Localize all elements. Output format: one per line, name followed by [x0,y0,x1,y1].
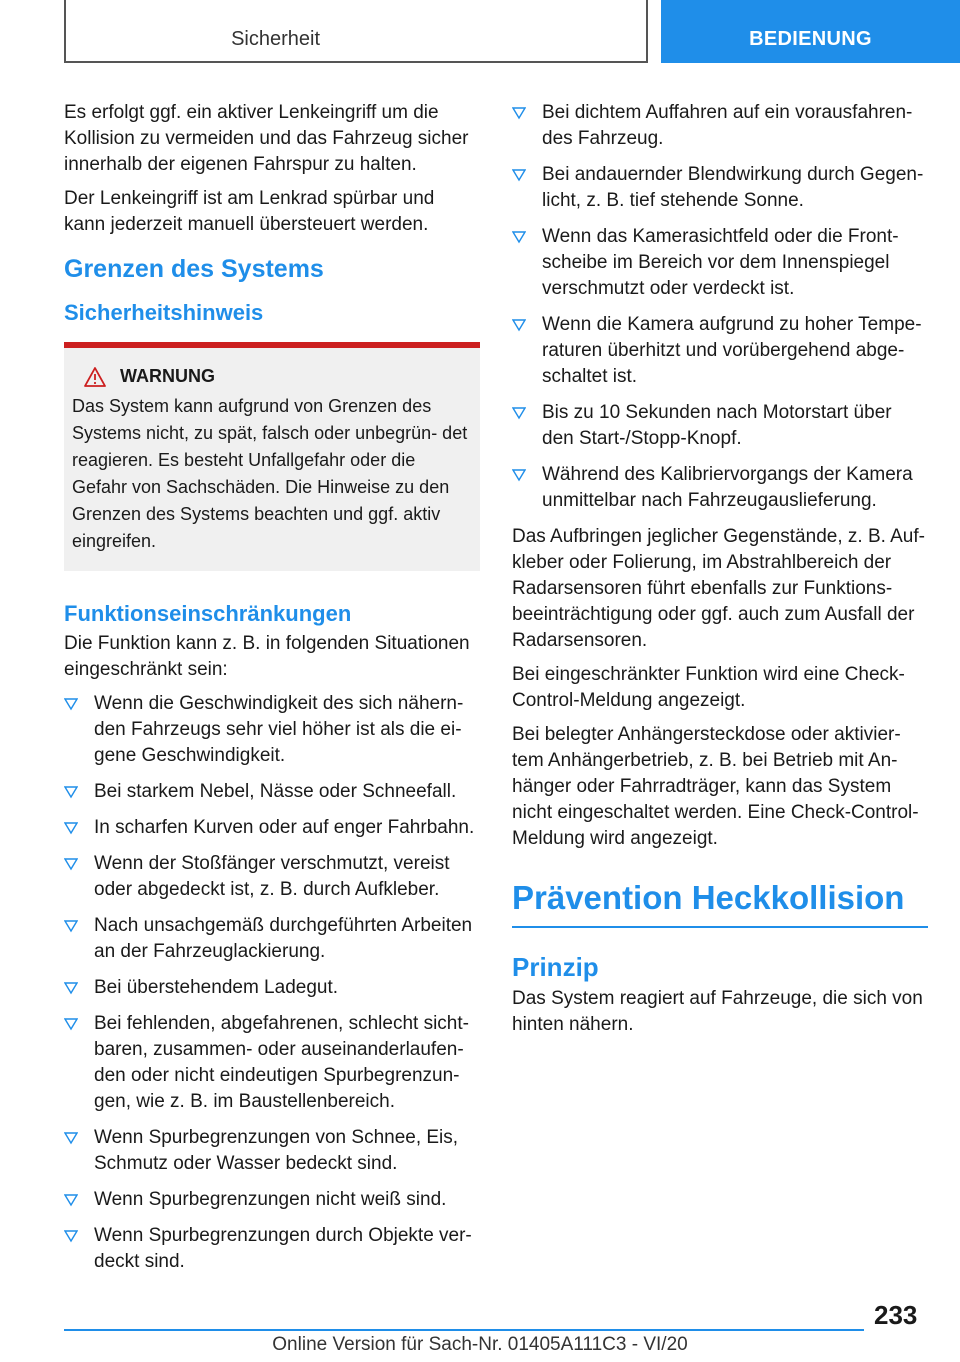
list-item: Wenn Spurbegrenzungen von Schnee, Eis, Schmutz oder Wasser bedeckt sind. [64,1125,480,1177]
list-item: Nach unsachgemäß durchgeführten Arbeiten an der Fahrzeuglackierung. [64,913,480,965]
paragraph-aufbringen: Das Aufbringen jeglicher Gegenstände, z. B. Auf- kleber oder Folierung, im Abstrahlbereich der Radarsensoren führt ebenfalls zur Funktions- beeinträchtigung oder ggf. auch zum Ausfall der Radarsensoren. [512,526,925,651]
list-item: Bei starkem Nebel, Nässe oder Schneefall. [64,779,480,805]
list-item: Wenn das Kamerasichtfeld oder die Front- scheibe im Bereich vor dem Innenspiegel verschmutzt oder verdeckt ist. [512,224,928,302]
intro-paragraph-2: Der Lenkeingriff ist am Lenkrad spürbar und kann jederzeit manuell übersteuert werden. [64,188,435,235]
triangle-bullet-icon [512,106,526,120]
list-item: Bei fehlenden, abgefahrenen, schlecht sicht- baren, zusammen- oder auseinanderlaufen- den oder nicht eindeutigen Spurbegrenzun- gen, wie z. B. im Baustellenbereich. [64,1011,480,1115]
triangle-bullet-icon [64,697,78,711]
funktion-intro: Die Funktion kann z. B. in folgenden Situationen eingeschränkt sein: [64,633,470,680]
right-bullet-list [512,100,928,514]
header-frame [64,0,648,63]
list-item: Bis zu 10 Sekunden nach Motorstart über den Start-/Stopp-Knopf. [512,400,928,452]
header-section-title: Sicherheit [231,28,320,50]
paragraph-check-control: Bei eingeschränkter Funktion wird eine Check- Control-Meldung angezeigt. [512,664,905,711]
left-bullet-list [64,691,480,1275]
triangle-bullet-icon [512,318,526,332]
page-number: 233 [874,1300,918,1330]
intro-paragraph-1: Es erfolgt ggf. ein aktiver Lenkeingriff um die Kollision zu vermeiden und das Fahrzeug sicher innerhalb der eigenen Fahrspur zu halten. [64,102,469,175]
triangle-bullet-icon [64,1131,78,1145]
right-column [512,100,928,1046]
list-item: Bei dichtem Auffahren auf ein vorausfahren- des Fahrzeug. [512,100,928,152]
triangle-bullet-icon [64,785,78,799]
list-item: Während des Kalibriervorgangs der Kamera unmittelbar nach Fahrzeugauslieferung. [512,462,928,514]
footer-version-text[interactable]: Online Version für Sach-Nr. 01405A111C3 - VI/20 [272,1334,688,1355]
header-chapter-tab[interactable]: BEDIENUNG [661,0,960,63]
left-column [64,100,480,1285]
warning-box [64,342,480,571]
list-item: Wenn der Stoßfänger verschmutzt, vereist oder abgedeckt ist, z. B. durch Aufkleber. [64,851,480,903]
triangle-bullet-icon [64,821,78,835]
warning-text: Das System kann aufgrund von Grenzen des Systems nicht, zu spät, falsch oder unbegrün- det reagieren. Es besteht Unfallgefahr oder die Gefahr von Sachschäden. Die Hinweise zu den Grenzen des Systems beachten und ggf. aktiv eingreifen. [72,396,468,551]
heading-praevention-heckkollision: Prävention Heckkollision [512,878,928,928]
footer-divider [64,1329,864,1331]
list-item: Bei andauernder Blendwirkung durch Gegen- licht, z. B. tief stehende Sonne. [512,162,928,214]
paragraph-anhaenger: Bei belegter Anhängersteckdose oder aktivier- tem Anhängerbetrieb, z. B. bei Betrieb mit An- hänger oder Fahrradträger, kann das System nicht eingeschaltet werden. Eine Check-Control- Meldung wird angezeigt. [512,724,919,849]
list-item: Wenn Spurbegrenzungen durch Objekte ver- deckt sind. [64,1223,480,1275]
prinzip-text: Das System reagiert auf Fahrzeuge, die sich von hinten nähern. [512,988,923,1035]
warning-title: WARNUNG [120,366,215,386]
heading-prinzip: Prinzip [512,952,599,982]
warning-triangle-icon [84,367,106,387]
triangle-bullet-icon [64,1017,78,1031]
heading-funktionseinschraenkungen: Funktionseinschränkungen [64,601,352,626]
triangle-bullet-icon [512,230,526,244]
triangle-bullet-icon [512,168,526,182]
triangle-bullet-icon [64,1193,78,1207]
list-item: In scharfen Kurven oder auf enger Fahrbahn. [64,815,480,841]
triangle-bullet-icon [64,981,78,995]
triangle-bullet-icon [64,857,78,871]
list-item: Wenn Spurbegrenzungen nicht weiß sind. [64,1187,480,1213]
triangle-bullet-icon [64,919,78,933]
list-item: Bei überstehendem Ladegut. [64,975,480,1001]
warning-header [84,366,472,387]
triangle-bullet-icon [512,406,526,420]
list-item: Wenn die Geschwindigkeit des sich nähern- den Fahrzeugs sehr viel höher ist als die ei- gene Geschwindigkeit. [64,691,480,769]
heading-grenzen: Grenzen des Systems [64,255,324,283]
triangle-bullet-icon [64,1229,78,1243]
list-item: Wenn die Kamera aufgrund zu hoher Tempe- raturen überhitzt und vorübergehend abge- schaltet ist. [512,312,928,390]
triangle-bullet-icon [512,468,526,482]
heading-sicherheitshinweis: Sicherheitshinweis [64,300,264,325]
